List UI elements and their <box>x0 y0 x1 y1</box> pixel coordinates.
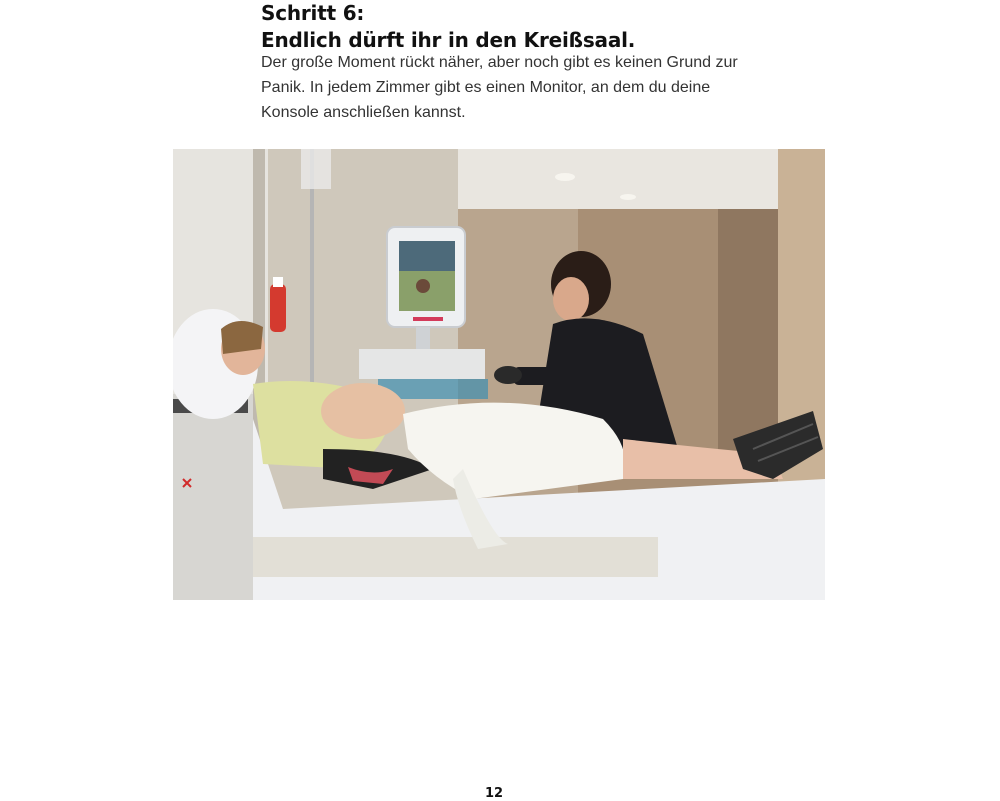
heading-step-label: Schritt 6: <box>261 1 365 25</box>
section-heading <box>261 0 781 54</box>
page-number: 12 <box>484 786 504 801</box>
heading-title: Endlich dürft ihr in den Kreißsaal. <box>261 28 636 52</box>
delivery-room-photo <box>173 149 825 600</box>
body-paragraph: Der große Moment rückt näher, aber noch gibt es keinen Grund zur Panik. In jedem Zimmer gibt es einen Monitor, an dem du deine Konsole anschließen kannst. <box>261 54 738 121</box>
